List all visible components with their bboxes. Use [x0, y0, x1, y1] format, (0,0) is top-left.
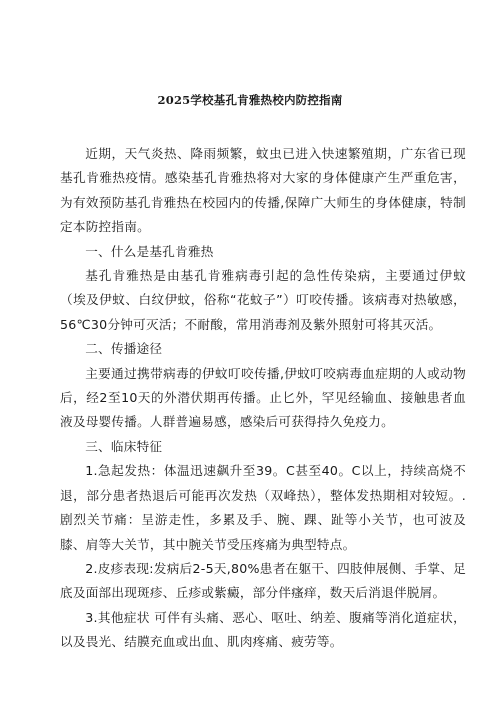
clinical-item-rash: 2.皮疹表现:发病后2-5天,80%患者在躯干、四肢伸展侧、手掌、足底及面部出现斑疹、丘疹或紫癜，部分伴瘙痒，数天后消退伴脱屑。 [60, 560, 466, 601]
document-title: 2025学校基孔肯雅热校内防控指南 [157, 93, 343, 107]
intro-paragraph: 近期，天气炎热、降雨频繁，蚊虫已进入快速繁殖期，广东省已现基孔肯雅热疫情。感染基孔肯雅热将对大家的身体健康产生严重危害，为有效预防基孔肯雅热在校园内的传播,保障广大师生的身体健康，特制定本防控指南。 [60, 146, 466, 235]
section-heading-transmission: 二、传播途径 [85, 341, 163, 357]
what-is-paragraph: 基孔肯雅热是由基孔肯雅病毒引起的急性传染病，主要通过伊蚊（埃及伊蚊、白纹伊蚊，俗称“花蚊子”）叮咬传播。该病毒对热敏感，56℃30分钟可灭活；不耐酸，常用消毒剂及紫外照射可将其灭活。 [60, 268, 466, 332]
section-heading-what-is: 一、什么是基孔肯雅热 [85, 243, 214, 259]
document-body [60, 142, 466, 655]
clinical-item-other: 3.其他症状 可伴有头痛、恶心、呕吐、纳差、腹痛等消化道症状，以及畏光、结膜充血或出血、肌肉疼痛、疲劳等。 [60, 609, 466, 650]
transmission-paragraph: 主要通过携带病毒的伊蚊叮咬传播,伊蚊叮咬病毒血症期的人或动物后，经2至10天的外潜伏期再传播。止匕外，罕见经输血、接触患者血液及母婴传播。人群普遍易感，感染后可获得持久免疫力。 [60, 365, 466, 430]
clinical-item-fever: 1.急起发热：体温迅速飙升至39。C甚至40。C以上，持续高烧不退，部分患者热退后可能再次发热（双峰热），整体发热期相对较短。.剧烈关节痛：呈游走性，多累及手、腕、踝、趾等小关节，也可波及膝、肩等大关节，其中腕关节受压疼痛为典型特点。 [60, 463, 466, 552]
section-heading-clinical: 三、临床特征 [85, 438, 163, 454]
